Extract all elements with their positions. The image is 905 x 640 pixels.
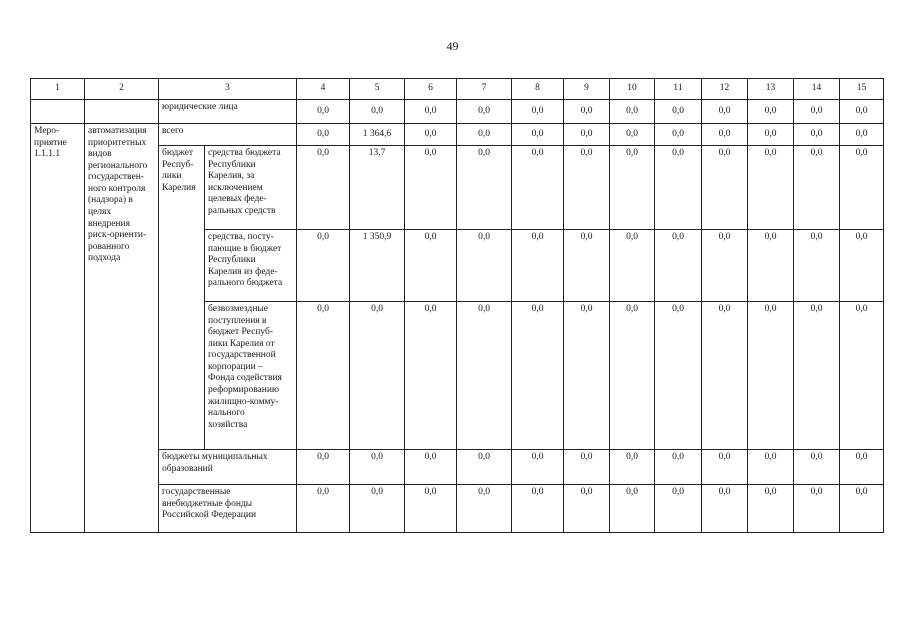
row-label: средства бюджета Республики Карелия, за исключением целевых феде- ральных средств [205, 146, 297, 230]
event-code: Меро- приятие 1.1.1.1 [31, 124, 85, 533]
value-cell: 0,0 [350, 100, 405, 124]
empty-cell [31, 100, 85, 124]
value-cell: 0,0 [610, 485, 655, 533]
value-cell: 0,0 [655, 146, 702, 230]
header-cell: 10 [610, 79, 655, 100]
header-cell: 3 [159, 79, 297, 100]
value-cell: 0,0 [702, 230, 748, 302]
value-cell: 0,0 [610, 302, 655, 450]
budget-table [30, 78, 884, 533]
value-cell: 0,0 [405, 450, 457, 485]
value-cell: 0,0 [405, 124, 457, 146]
value-cell: 0,0 [702, 485, 748, 533]
empty-cell [85, 100, 159, 124]
event-description: автоматизация приоритетных видов регионального государствен- ного контроля (надзора) в целях внедрения риск-ориенти- рованного подхода [85, 124, 159, 533]
value-cell: 0,0 [457, 450, 512, 485]
value-cell: 0,0 [840, 146, 884, 230]
value-cell: 0,0 [512, 450, 564, 485]
header-cell: 11 [655, 79, 702, 100]
value-cell: 0,0 [610, 230, 655, 302]
value-cell: 0,0 [512, 485, 564, 533]
value-cell: 0,0 [748, 450, 794, 485]
header-cell: 9 [564, 79, 610, 100]
value-cell: 0,0 [702, 100, 748, 124]
value-cell: 0,0 [297, 146, 350, 230]
value-cell: 0,0 [748, 485, 794, 533]
value-cell: 0,0 [405, 230, 457, 302]
value-cell: 0,0 [564, 230, 610, 302]
value-cell: 0,0 [840, 450, 884, 485]
value-cell: 0,0 [748, 230, 794, 302]
header-cell: 1 [31, 79, 85, 100]
header-cell: 6 [405, 79, 457, 100]
value-cell: 0,0 [794, 124, 840, 146]
value-cell: 0,0 [405, 100, 457, 124]
value-cell: 0,0 [405, 146, 457, 230]
value-cell: 0,0 [702, 124, 748, 146]
row-label: всего [159, 124, 297, 146]
value-cell: 0,0 [794, 450, 840, 485]
header-cell: 12 [702, 79, 748, 100]
value-cell: 0,0 [564, 146, 610, 230]
value-cell: 0,0 [794, 485, 840, 533]
value-cell: 0,0 [350, 302, 405, 450]
header-cell: 15 [840, 79, 884, 100]
value-cell: 0,0 [655, 230, 702, 302]
value-cell: 0,0 [457, 485, 512, 533]
value-cell: 0,0 [840, 302, 884, 450]
value-cell: 0,0 [840, 485, 884, 533]
row-own-funds [31, 146, 884, 230]
value-cell: 0,0 [297, 100, 350, 124]
value-cell: 0,0 [794, 100, 840, 124]
value-cell: 0,0 [297, 485, 350, 533]
header-cell: 4 [297, 79, 350, 100]
row-offbudget [31, 485, 884, 533]
value-cell: 0,0 [564, 100, 610, 124]
value-cell: 0,0 [512, 100, 564, 124]
value-cell: 0,0 [457, 230, 512, 302]
row-label: бюджеты муниципальных образований [159, 450, 297, 485]
row-legal-entities [31, 100, 884, 124]
value-cell: 0,0 [610, 124, 655, 146]
value-cell: 0,0 [564, 302, 610, 450]
value-cell: 0,0 [405, 302, 457, 450]
value-cell: 0,0 [512, 124, 564, 146]
header-cell: 7 [457, 79, 512, 100]
value-cell: 0,0 [794, 146, 840, 230]
value-cell: 0,0 [297, 450, 350, 485]
header-cell: 14 [794, 79, 840, 100]
value-cell: 0,0 [564, 124, 610, 146]
value-cell: 0,0 [512, 146, 564, 230]
value-cell: 0,0 [748, 100, 794, 124]
page-number: 49 [446, 39, 459, 53]
value-cell: 0,0 [297, 302, 350, 450]
row-label: государственные внебюджетные фонды Российской Федерации [159, 485, 297, 533]
value-cell: 0,0 [610, 100, 655, 124]
value-cell: 0,0 [840, 100, 884, 124]
value-cell: 0,0 [457, 302, 512, 450]
value-cell: 0,0 [655, 302, 702, 450]
header-cell: 13 [748, 79, 794, 100]
value-cell: 0,0 [655, 100, 702, 124]
value-cell: 1 350,9 [350, 230, 405, 302]
value-cell: 0,0 [702, 302, 748, 450]
value-cell: 0,0 [512, 302, 564, 450]
value-cell: 0,0 [748, 302, 794, 450]
value-cell: 0,0 [794, 302, 840, 450]
value-cell: 1 364,6 [350, 124, 405, 146]
header-row [31, 79, 884, 100]
value-cell: 0,0 [350, 485, 405, 533]
value-cell: 13,7 [350, 146, 405, 230]
row-label: средства, посту- пающие в бюджет Республики Карелия из феде- рального бюджета [205, 230, 297, 302]
value-cell: 0,0 [564, 450, 610, 485]
value-cell: 0,0 [457, 124, 512, 146]
value-cell: 0,0 [655, 124, 702, 146]
value-cell: 0,0 [457, 100, 512, 124]
budget-rk-label: бюджет Респуб- лики Карелия [159, 146, 205, 450]
value-cell: 0,0 [564, 485, 610, 533]
value-cell: 0,0 [655, 485, 702, 533]
value-cell: 0,0 [457, 146, 512, 230]
value-cell: 0,0 [297, 230, 350, 302]
row-municipal [31, 450, 884, 485]
value-cell: 0,0 [655, 450, 702, 485]
row-total [31, 124, 884, 146]
value-cell: 0,0 [610, 146, 655, 230]
value-cell: 0,0 [405, 485, 457, 533]
header-cell: 5 [350, 79, 405, 100]
header-cell: 8 [512, 79, 564, 100]
value-cell: 0,0 [794, 230, 840, 302]
value-cell: 0,0 [702, 450, 748, 485]
value-cell: 0,0 [297, 124, 350, 146]
value-cell: 0,0 [748, 146, 794, 230]
value-cell: 0,0 [840, 230, 884, 302]
row-label: юридические лица [159, 100, 297, 124]
row-label: безвозмездные поступления в бюджет Респуб- лики Карелия от государственной корпорации – Фонда содействия реформированию жилищно-комму- нального хозяйства [205, 302, 297, 450]
value-cell: 0,0 [610, 450, 655, 485]
value-cell: 0,0 [702, 146, 748, 230]
value-cell: 0,0 [350, 450, 405, 485]
value-cell: 0,0 [840, 124, 884, 146]
value-cell: 0,0 [748, 124, 794, 146]
value-cell: 0,0 [512, 230, 564, 302]
header-cell: 2 [85, 79, 159, 100]
